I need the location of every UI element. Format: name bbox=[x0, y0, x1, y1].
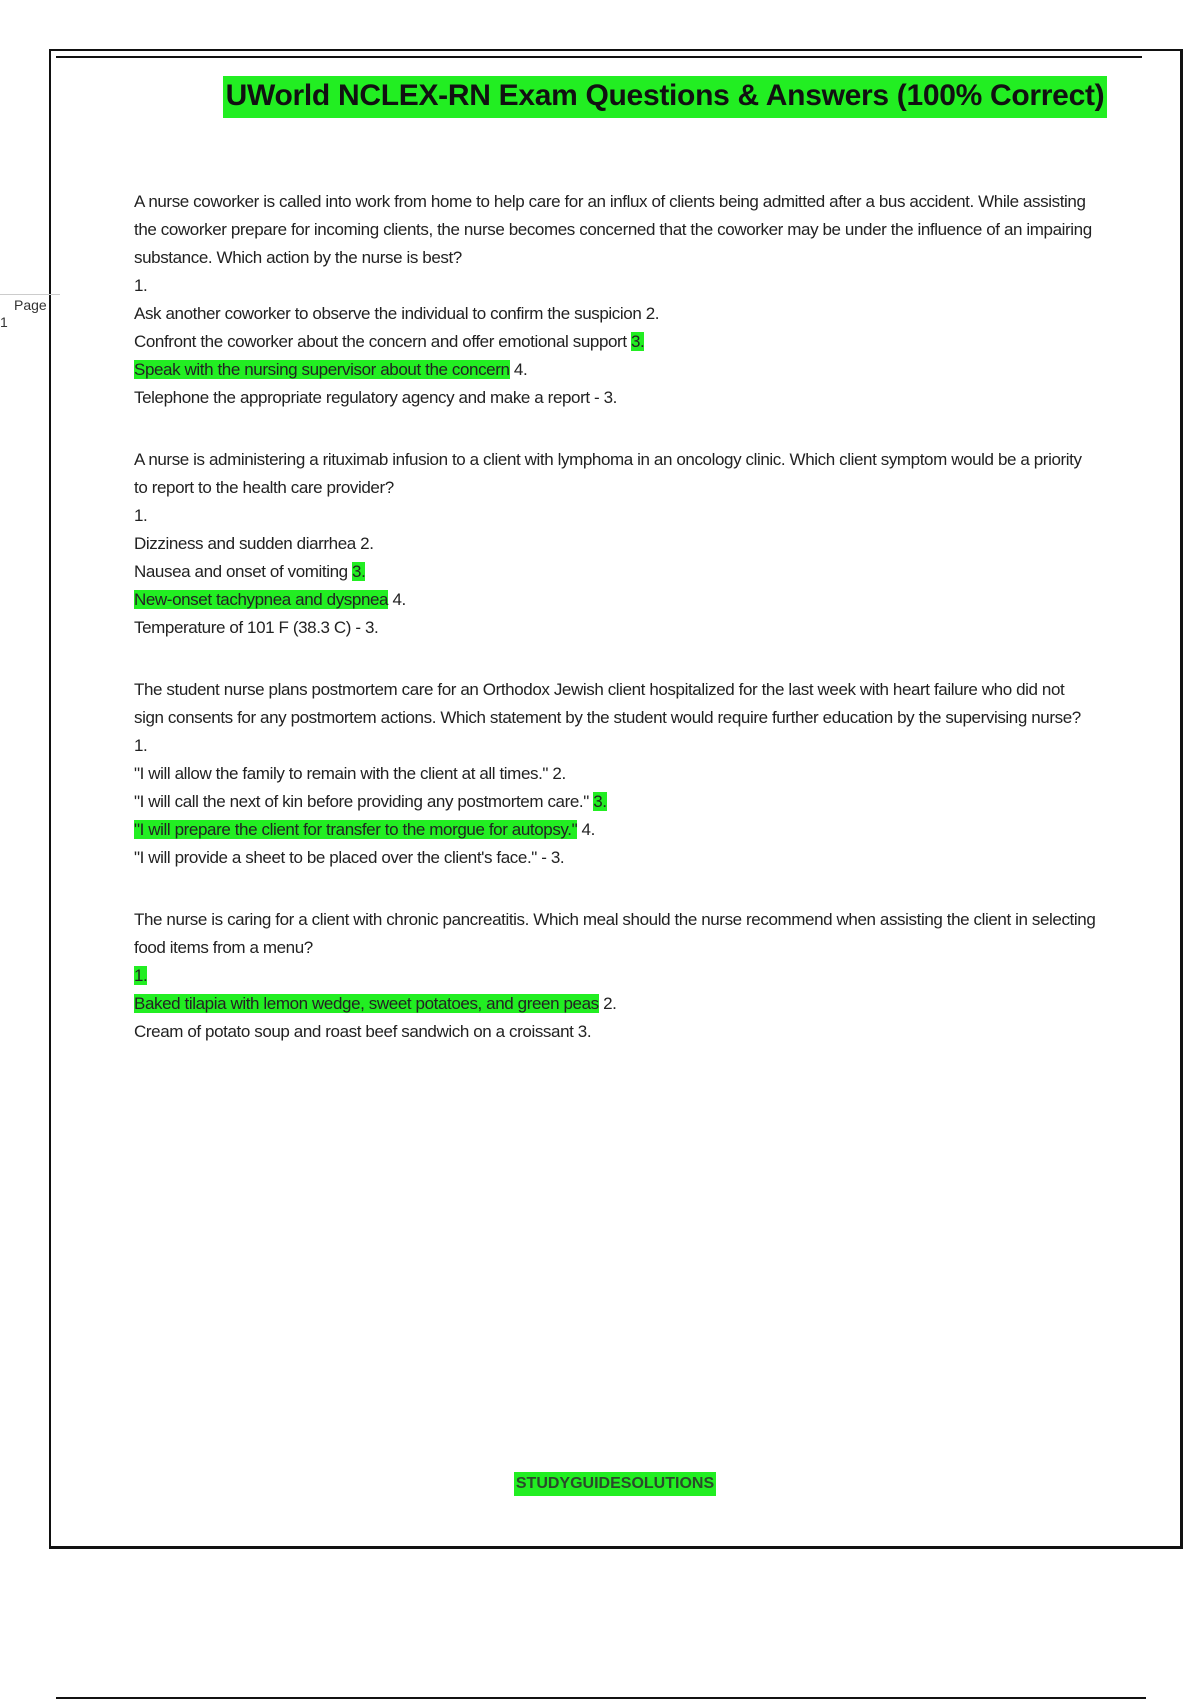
correct-answer-text: Baked tilapia with lemon wedge, sweet potatoes, and green peas bbox=[134, 994, 599, 1013]
option-text: Nausea and onset of vomiting bbox=[134, 562, 348, 581]
question-stem: A nurse is administering a rituximab infusion to a client with lymphoma in an oncology clinic. Which client symptom would be a priority to report to the health care provider? bbox=[134, 450, 1082, 497]
option-line bbox=[134, 384, 1096, 412]
option-number: 2. bbox=[355, 534, 374, 553]
correct-answer-text: "I will prepare the client for transfer to the morgue for autopsy." bbox=[134, 820, 578, 839]
option-text: Ask another coworker to observe the individual to confirm the suspicion bbox=[134, 304, 642, 323]
title-container bbox=[0, 76, 1200, 118]
highlighted-option-number: 3. bbox=[352, 562, 366, 581]
option-line bbox=[134, 300, 1096, 328]
option-number: 1. bbox=[134, 506, 148, 525]
option-line-correct bbox=[134, 586, 1096, 614]
highlighted-option-number: 3. bbox=[630, 332, 645, 351]
page-number-marker bbox=[0, 294, 60, 330]
highlighted-option-number: 1. bbox=[134, 966, 148, 985]
option-line-correct bbox=[134, 816, 1096, 844]
correct-answer-text: New-onset tachypnea and dyspnea bbox=[134, 590, 389, 609]
option-line bbox=[134, 530, 1096, 558]
correct-answer-text: Speak with the nursing supervisor about the concern bbox=[134, 360, 510, 379]
document-title: UWorld NCLEX-RN Exam Questions & Answers (100% Correct) bbox=[223, 76, 1108, 118]
option-line-correct bbox=[134, 990, 1096, 1018]
question-stem: A nurse coworker is called into work from home to help care for an influx of clients being admitted after a bus accident. While assisting the coworker prepare for incoming clients, the nurse becomes concerned that the coworker may be under the influence of an impairing substance. Which action by the nurse is best? bbox=[134, 192, 1092, 267]
option-number: 1. bbox=[134, 736, 148, 755]
question-stem: The nurse is caring for a client with chronic pancreatitis. Which meal should the nurse recommend when assisting the client in selecting food items from a menu? bbox=[134, 910, 1096, 957]
option-text: "I will allow the family to remain with the client at all times." bbox=[134, 764, 549, 783]
footer bbox=[0, 1472, 1200, 1496]
footer-watermark: STUDYGUIDESOLUTIONS bbox=[514, 1472, 716, 1496]
option-line bbox=[134, 1018, 1096, 1046]
page-number: 1 bbox=[0, 314, 8, 331]
option-line-correct bbox=[134, 356, 1096, 384]
option-line bbox=[134, 328, 1096, 356]
option-text: "I will call the next of kin before providing any postmortem care." bbox=[134, 792, 589, 811]
option-number: 2. bbox=[598, 994, 617, 1013]
option-line bbox=[134, 558, 1096, 586]
question-stem: The student nurse plans postmortem care for an Orthodox Jewish client hospitalized for the last week with heart failure who did not sign consents for any postmortem actions. Which statement by the student would require further education by the supervising nurse? bbox=[134, 680, 1081, 727]
option-number: 4. bbox=[509, 360, 528, 379]
option-text: Cream of potato soup and roast beef sandwich on a croissant 3. bbox=[134, 1022, 592, 1041]
question-1 bbox=[134, 188, 1096, 412]
option-line bbox=[134, 844, 1096, 872]
question-2 bbox=[134, 446, 1096, 642]
option-number-line bbox=[134, 962, 1096, 990]
option-number: 4. bbox=[388, 590, 406, 609]
question-3 bbox=[134, 676, 1096, 872]
option-text: "I will provide a sheet to be placed over the client's face." - 3. bbox=[134, 848, 565, 867]
option-number: 2. bbox=[641, 304, 660, 323]
page-label: Page bbox=[14, 297, 47, 313]
document-content bbox=[134, 188, 1096, 1080]
option-number: 1. bbox=[134, 276, 148, 295]
option-number: 2. bbox=[548, 764, 566, 783]
option-line bbox=[134, 788, 1096, 816]
option-text: Temperature of 101 F (38.3 C) - 3. bbox=[134, 618, 379, 637]
page-separator bbox=[50, 298, 51, 314]
option-text: Telephone the appropriate regulatory agency and make a report - 3. bbox=[134, 388, 617, 407]
option-number: 4. bbox=[577, 820, 595, 839]
bottom-rule bbox=[56, 1697, 1146, 1699]
option-line bbox=[134, 760, 1096, 788]
question-4 bbox=[134, 906, 1096, 1046]
option-text: Dizziness and sudden diarrhea bbox=[134, 534, 356, 553]
option-line bbox=[134, 614, 1096, 642]
highlighted-option-number: 3. bbox=[593, 792, 607, 811]
option-text: Confront the coworker about the concern and offer emotional support bbox=[134, 332, 627, 351]
